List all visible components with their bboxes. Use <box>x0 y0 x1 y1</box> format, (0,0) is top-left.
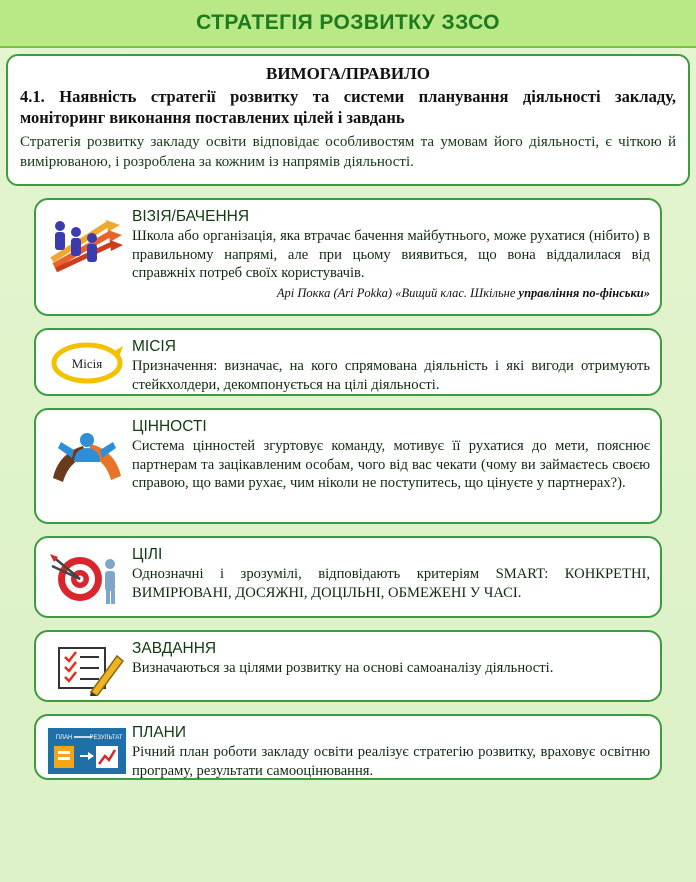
page-header <box>0 0 696 48</box>
vision-attribution-bold: управління по-фінськи» <box>518 286 650 301</box>
requirement-body: Стратегія розвитку закладу освіти відповідає особливостям та умовам його діяльності, є чіткою й вимірюваною, і розроблена за кожним із напрямів діяльності. <box>20 134 676 170</box>
plans-text: Річний план роботи закладу освіти реалізує стратегію розвитку, враховує освітню програму, результати самооцінювання. <box>132 744 650 779</box>
target-arrows-icon <box>44 546 130 610</box>
section-card-goals <box>34 536 662 618</box>
page-title: СТРАТЕГІЯ РОЗВИТКУ ЗЗСО <box>196 11 500 34</box>
vision-attribution-plain: Арі Покка (Ari Pokka) «Вищий клас. Шкільне <box>276 286 519 301</box>
mission-text: Призначення: визначає, на кого спрямована діяльність і які вигоди отримують стейкхолдери, декомпонується на цілі діяльності. <box>132 358 650 393</box>
tasks-text: Визначаються за цілями розвитку на основі самоаналізу діяльності. <box>132 660 554 677</box>
plans-content <box>130 724 650 780</box>
section-card-plans <box>34 714 662 780</box>
checklist-pencil-icon <box>44 640 130 696</box>
section-card-values <box>34 408 662 524</box>
arrows-people-icon <box>44 208 130 272</box>
values-title: ЦІННОСТІ <box>132 418 207 436</box>
tasks-content <box>130 640 650 677</box>
plan-label: ПЛАН <box>55 735 73 742</box>
goals-content <box>130 546 650 602</box>
requirement-heading: 4.1. Наявність стратегії розвитку та системи планування діяльності закладу, моніторинг виконання поставлених цілей і завдань <box>20 87 676 127</box>
plan-result-icon <box>44 724 130 776</box>
goals-text: Однозначні і зрозумілі, відповідають критеріям SMART: КОНКРЕТНІ, ВИМІРЮВАНІ, ДОСЯЖНІ, ДОЦІЛЬНІ, ОБМЕЖЕНІ У ЧАСІ. <box>132 566 650 601</box>
values-text: Система цінностей згуртовує команду, мотивує її рухатися до мети, пояснює партнерам та зацікавленим особам, чого від вас чекати (чому ви займаєтесь своєю справою, що вами рухає, чим ніколи не поступитесь, що цінуєте у партнерах?). <box>132 438 650 492</box>
mission-content <box>130 338 650 394</box>
vision-content <box>130 208 650 301</box>
requirement-caption: ВИМОГА/ПРАВИЛО <box>266 64 430 83</box>
vision-title: ВІЗІЯ/БАЧЕННЯ <box>132 208 250 226</box>
section-card-vision <box>34 198 662 316</box>
goals-title: ЦІЛІ <box>132 546 163 564</box>
values-content <box>130 418 650 493</box>
svg-text:Місія: Місія <box>71 356 103 372</box>
mission-title: МІСІЯ <box>132 338 176 356</box>
section-card-mission <box>34 328 662 396</box>
result-label: РЕЗУЛЬТАТ <box>89 735 123 742</box>
tasks-title: ЗАВДАННЯ <box>132 640 217 658</box>
requirement-card <box>6 54 690 186</box>
mission-circle-icon <box>44 338 130 386</box>
section-card-tasks <box>34 630 662 702</box>
plans-title: ПЛАНИ <box>132 724 186 742</box>
vision-text: Школа або організація, яка втрачає бачення майбутнього, може рухатися (нібито) в правильному напрямі, але при цьому виявиться, що вона віддалилася від справжніх потреб своїх користувачів. <box>132 228 650 282</box>
hands-heart-icon <box>44 418 130 494</box>
vision-attribution <box>132 286 650 301</box>
